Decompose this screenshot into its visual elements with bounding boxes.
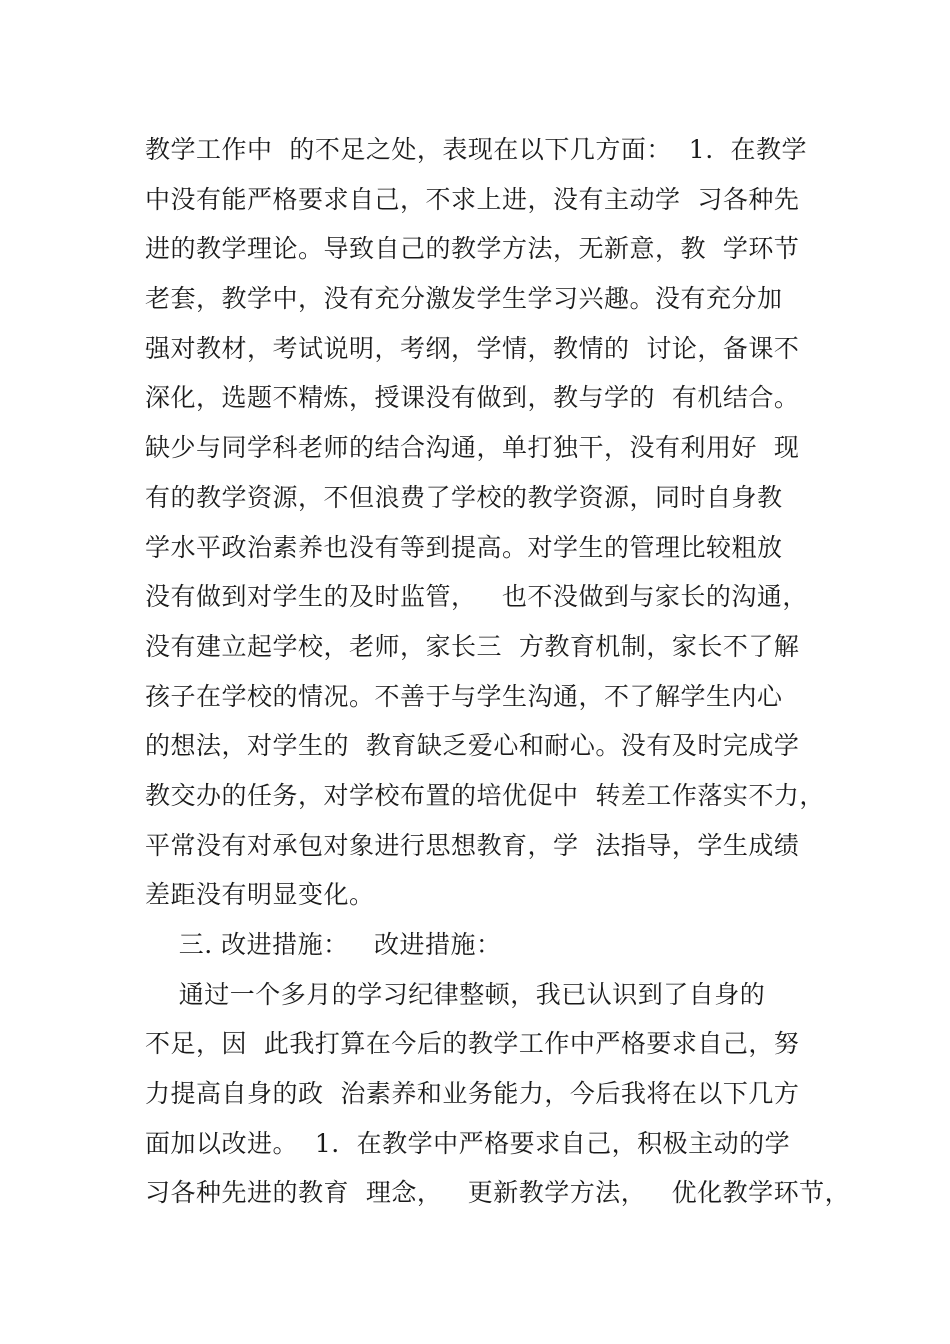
text-line: 的想法，对学生的 教育缺乏爱心和耐心。没有及时完成学: [145, 731, 800, 761]
text-line: 力提高自身的政 治素养和业务能力，今后我将在以下几方: [145, 1079, 800, 1109]
text-line: 进的教学理论。导致自己的教学方法，无新意，教 学环节: [145, 234, 800, 264]
text-line: 没有做到对学生的及时监管， 也不没做到与家长的沟通，: [145, 582, 808, 612]
text-line: 习各种先进的教育 理念， 更新教学方法， 优化教学环节，: [145, 1178, 851, 1208]
text-line: 深化，选题不精炼，授课没有做到，教与学的 有机结合。: [145, 383, 800, 413]
text-line: 教交办的任务，对学校布置的培优促中 转差工作落实不力，: [145, 780, 825, 810]
body-text: [145, 125, 851, 1218]
section-heading: 三. 改进措施： 改进措施：: [145, 930, 502, 959]
text-line: 孩子在学校的情况。不善于与学生沟通，不了解学生内心: [145, 681, 783, 711]
text-line: 中没有能严格要求自己，不求上进，没有主动学 习各种先: [145, 184, 800, 214]
text-line: 差距没有明显变化。: [145, 880, 375, 910]
text-line: 平常没有对承包对象进行思想教育，学 法指导，学生成绩: [145, 830, 800, 860]
text-line: 通过一个多月的学习纪律整顿，我已认识到了自身的: [145, 979, 766, 1009]
text-line: 不足，因 此我打算在今后的教学工作中严格要求自己，努: [145, 1029, 800, 1059]
text-line: 没有建立起学校，老师，家长三 方教育机制，家长不了解: [145, 631, 800, 661]
text-line: 学水平政治素养也没有等到提高。对学生的管理比较粗放: [145, 532, 783, 562]
text-line: 教学工作中 的不足之处，表现在以下几方面： 1. 在教学: [145, 135, 808, 164]
text-line: 有的教学资源，不但浪费了学校的教学资源，同时自身教: [145, 482, 783, 512]
text-line: 老套，教学中，没有充分激发学生学习兴趣。没有充分加: [145, 284, 783, 314]
text-line: 缺少与同学科老师的结合沟通，单打独干，没有利用好 现: [145, 433, 800, 463]
text-line: 面加以改进。 1. 在教学中严格要求自己，积极主动的学: [145, 1128, 791, 1158]
text-line: 强对教材，考试说明，考纲，学情，教情的 讨论，备课不: [145, 333, 800, 363]
